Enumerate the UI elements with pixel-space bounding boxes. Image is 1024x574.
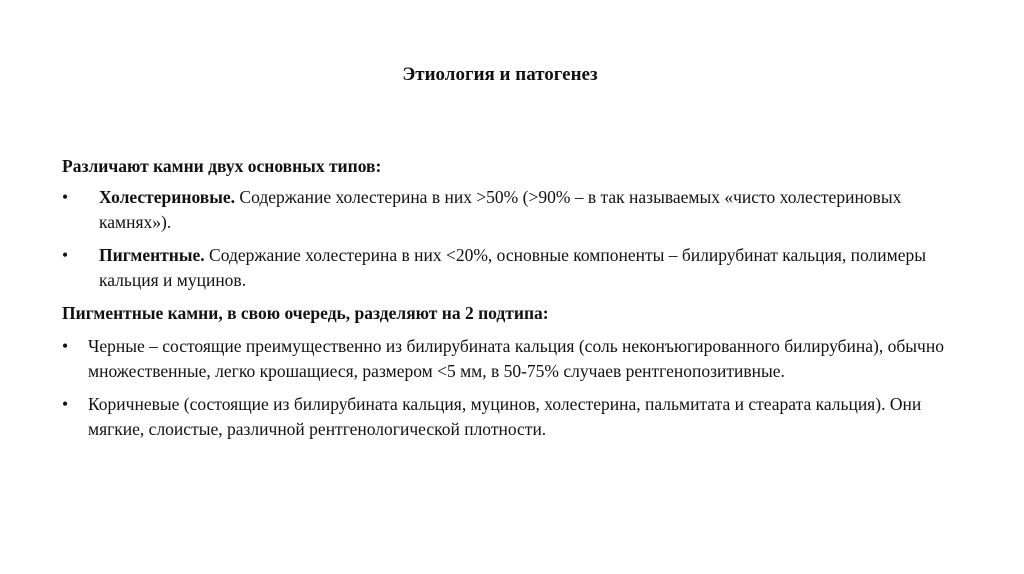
description-cholesterol: Содержание холестерина в них >50% (>90% – в так называемых «чисто холестериновых камнях»). bbox=[99, 187, 902, 232]
section2-heading: Пигментные камни, в свою очередь, разделяют на 2 подтипа: bbox=[62, 303, 549, 323]
bullet-icon: • bbox=[62, 336, 69, 356]
description-brown: Коричневые (состоящие из билирубината кальция, муцинов, холестерина, пальмитата и стеарата кальция). Они мягкие, слоистые, различной рентгенологической плотности. bbox=[88, 394, 922, 439]
description-black: Черные – состоящие преимущественно из билирубината кальция (соль неконъюгированного билирубина), обычно множественные, легко крошащиеся, размером <5 мм, в 50-75% случаев рентгенопозитивные. bbox=[88, 336, 944, 381]
list-item-black bbox=[62, 334, 962, 384]
bullet-icon: • bbox=[62, 394, 69, 414]
term-cholesterol: Холестериновые. bbox=[99, 187, 236, 207]
list-item-brown bbox=[62, 392, 962, 442]
list-item-cholesterol bbox=[62, 185, 962, 235]
term-pigment: Пигментные. bbox=[99, 245, 205, 265]
bullet-icon: • bbox=[62, 187, 69, 207]
description-pigment: Содержание холестерина в них <20%, основные компоненты – билирубинат кальция, полимеры кальция и муцинов. bbox=[99, 245, 926, 290]
list-item-pigment bbox=[62, 243, 962, 293]
slide-content bbox=[62, 154, 962, 450]
section1-heading: Различают камни двух основных типов: bbox=[62, 156, 382, 176]
slide-title: Этиология и патогенез bbox=[402, 64, 598, 85]
bullet-icon: • bbox=[62, 245, 69, 265]
